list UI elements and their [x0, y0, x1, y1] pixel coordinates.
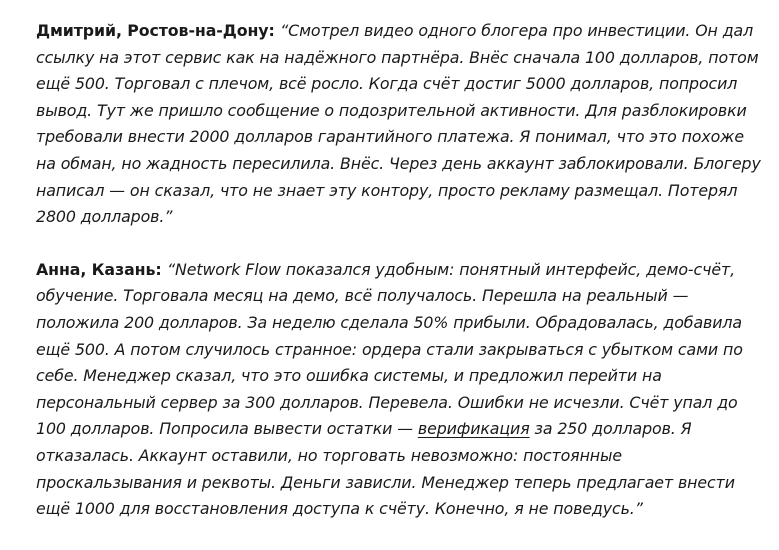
review-dmitriy [36, 18, 767, 231]
review-text: “Смотрел видео одного блогера про инвестиции. Он дал ссылку на этот сервис как на надёжного партнёра. Внёс сначала 100 долларов, потом ещё 500. Торговал с плечом, всё росло. Когда счёт достиг 5000 долларов, попросил вывод. Тут же пришло сообщение о подозрительной активности. Для разблокировки требовали внести 2000 долларов гарантийного платежа. Я понимал, что это похоже на обман, но жадность пересилила. Внёс. Через день аккаунт заблокировали. Блогеру написал — он сказал, что не знает эту контору, просто рекламу размещал. Потерял 2800 долларов.” [36, 21, 761, 227]
review-author: Дмитрий, Ростов-на-Дону: [36, 21, 281, 40]
review-text-part-2: за 250 долларов. Я отказалась. Аккаунт оставили, но торговать невозможно: постоянные проскальзывания и реквоты. Деньги зависли. Менеджер теперь предлагает внести ещё 1000 для восстановления доступа к счёту. Конечно, я не поведусь.” [36, 419, 735, 519]
review-anna [36, 257, 767, 523]
review-text-part-1: “Network Flow показался удобным: понятный интерфейс, демо-счёт, обучение. Торговала месяц на демо, всё получалось. Перешла на реальный — положила 200 долларов. За неделю сделала 50% прибыли. Обрадовалась, добавила ещё 500. А потом случилось странное: ордера стали закрываться с убытком сами по себе. Менеджер сказал, что это ошибка системы, и предложил перейти на персональный сервер за 300 долларов. Перевела. Ошибки не исчезли. Счёт упал до 100 долларов. Попросила вывести остатки — [36, 259, 743, 439]
review-author: Анна, Казань: [36, 259, 167, 279]
verification-link[interactable]: верификация [417, 419, 530, 439]
